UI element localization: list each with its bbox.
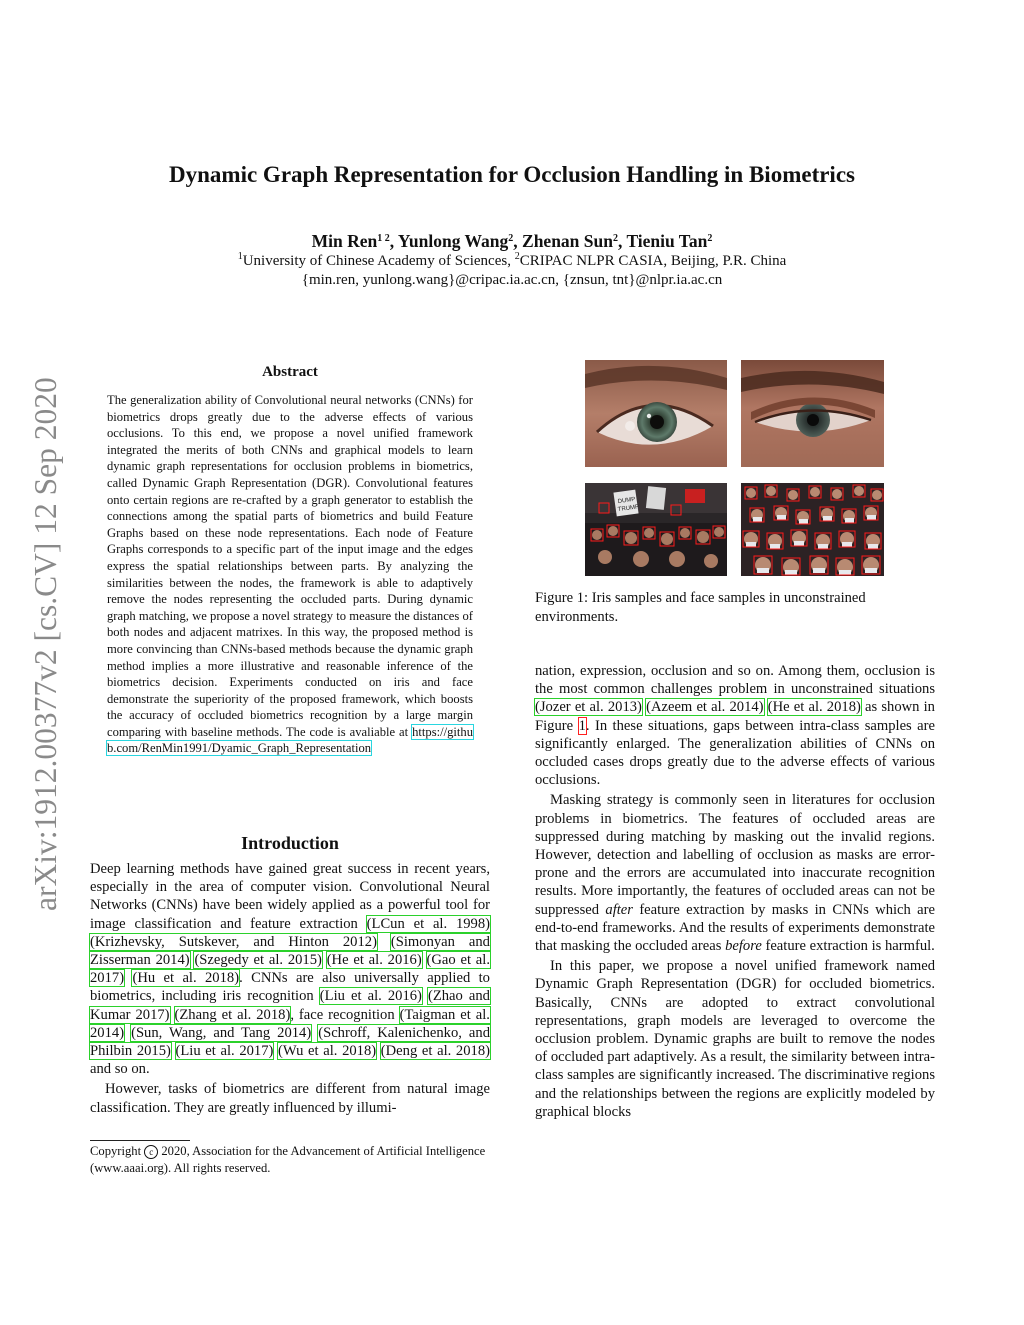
- intro-paragraph-2: However, tasks of biometrics are different from natural image classification. They are greatly influenced by illumi-: [90, 1081, 490, 1116]
- protest-sign-text: DUMP: [617, 496, 636, 506]
- footnote-rule: [90, 1140, 190, 1141]
- affil-mark: 1: [237, 251, 243, 262]
- citation-link[interactable]: (Gao et al. 2017): [90, 952, 490, 987]
- figure-reference-link[interactable]: 1: [578, 717, 586, 734]
- text-run: Deep learning methods have gained great success in recent years, especially in the area of computer vision. Convolutional Neural Networks (CNNs) have been widely applied as a powerful tool for image classification and feature extraction: [90, 861, 490, 932]
- text-run: , face recognition: [290, 1006, 400, 1023]
- affiliation-2: CRIPAC NLPR CASIA, Beijing, P.R. China: [519, 253, 787, 269]
- citation-link[interactable]: (Zhao and Kumar 2017): [90, 988, 490, 1023]
- introduction-heading: Introduction: [241, 833, 339, 853]
- iris-sample-right-image: [741, 360, 884, 467]
- author-name: Zhenan Sun: [522, 231, 613, 251]
- right-paragraph-3: In this paper, we propose a novel unified framework named Dynamic Graph Representation (DGR) for occluded biometrics. Basically, CNNs are adopted to extract convolutional representations, graph models are leveraged to overcome the occlusion problem. Dynamic graphs are built to remove the nodes of occluded part adaptively. As a result, the similarity between intra-class samples are significantly increased. The discriminative regions and the relationships between the regions are explicitly modeled by graphical blocks: [535, 958, 935, 1120]
- citation-link[interactable]: (Szegedy et al. 2015): [194, 952, 322, 969]
- right-paragraph-1: [535, 662, 935, 789]
- text-run: as shown in Figure: [535, 699, 935, 734]
- author-separator: ,: [618, 231, 627, 251]
- protest-sign-text: TRUMP: [617, 504, 640, 514]
- iris-sample-left-image: [585, 360, 727, 467]
- affiliations: [100, 252, 924, 290]
- emphasis-after: after: [605, 901, 633, 918]
- citation-link[interactable]: (Simonyan and Zisserman 2014): [90, 933, 490, 969]
- affiliation-line: [100, 252, 924, 271]
- citation-link[interactable]: (Wu et al. 2018): [278, 1043, 377, 1060]
- author-list: [100, 230, 924, 252]
- arxiv-stamp: arXiv:1912.00377v2 [cs.CV] 12 Sep 2020: [28, 377, 63, 911]
- text-run: Copyright: [90, 1144, 145, 1158]
- author-name: Yunlong Wang: [397, 231, 509, 251]
- figure-1-caption: Figure 1: Iris samples and face samples in unconstrained environments.: [535, 590, 866, 625]
- author-name: Tieniu Tan: [626, 231, 708, 251]
- author-affil-mark: 2: [613, 233, 618, 244]
- abstract-body-text: The generalization ability of Convolutional neural networks (CNNs) for biometrics drops greatly due to the adverse effects of various occlusions. To this end, we propose a novel unified framework integrated the merits of both CNNs and graphical models to learn dynamic graph representations for occlusion problems in biometrics, called Dynamic Graph Representation (DGR). Convolutional features onto certain regions are re-crafted by a graph generator to establish the connections among the spatial parts of biometrics and build Feature Graphs based on these node representations. Each node of Feature Graphs corresponds to a specific part of the input image and the edges express the spatial relationships between parts. By analyzing the similarities between the nodes, the framework is able to adaptively remove the nodes representing the occluded parts. During dynamic graph matching, we propose a novel strategy to measure the distances of both nodes and adjacent matrixes. In this way, the proposed method is more convincing than CNNs-based methods because the dynamic graph method implies a more illustrative and reasonable inference of the biometrics decision. Experiments conducted on iris and face demonstrate the superiority of the proposed framework, which boosts the accuracy of occluded biometrics recognition by a large margin comparing with baseline methods. The code is avaliable at: [107, 393, 473, 739]
- text-run: feature extraction is harmful.: [761, 938, 935, 955]
- text-run: feature extraction by masks in CNNs which are end-to-end frameworks. And the results of experiments demonstrate that masking the occluded areas: [535, 901, 935, 955]
- abstract-text: [107, 392, 473, 757]
- right-paragraph-2: [535, 791, 935, 955]
- citation-link[interactable]: (LCun et al. 1998): [366, 915, 490, 932]
- text-run: . In these situations, gaps between intra-class samples are significantly enlarged. The generalization abilities of CNNs on occluded cases drops greatly due to the adverse effects of various occlusions.: [535, 717, 935, 789]
- abstract-heading: Abstract: [262, 364, 318, 380]
- introduction-body: [90, 860, 490, 1119]
- citation-link[interactable]: (Krizhevsky, Sutskever, and Hinton 2012): [90, 933, 377, 950]
- affiliation-1: University of Chinese Academy of Sciences,: [242, 253, 515, 269]
- code-url-link[interactable]: https://github.com/RenMin1991/Dyamic_Graph_Representation: [107, 724, 473, 756]
- author-separator: ,: [513, 231, 523, 251]
- emphasis-before: before: [725, 938, 762, 955]
- author-name: Min Ren: [311, 231, 378, 251]
- iris-left-drawing: [585, 360, 727, 467]
- right-column-body: [535, 662, 935, 1123]
- iris-right-drawing: [741, 360, 884, 467]
- copyright-footnote: [90, 1143, 490, 1176]
- author-emails: {min.ren, yunlong.wang}@cripac.ia.ac.cn, {znsun, tnt}@nlpr.ia.ac.cn: [301, 272, 723, 288]
- author-affil-mark: 2: [707, 233, 713, 244]
- paper-title: Dynamic Graph Representation for Occlusion Handling in Biometrics: [169, 162, 855, 187]
- citation-link[interactable]: (He et al. 2018): [767, 699, 861, 716]
- face-crowd-masks-image: [741, 483, 884, 576]
- text-run: and so on.: [90, 1061, 150, 1078]
- text-run: . CNNs are also universally applied to biometrics, including iris recognition: [90, 970, 490, 1005]
- copyright-symbol: c: [144, 1145, 158, 1159]
- affil-mark: 2: [514, 251, 520, 262]
- text-run: nation, expression, occlusion and so on. Among them, occlusion is the most common challenges problem in unconstrained situations: [535, 663, 935, 698]
- masked-crowd-drawing: [741, 483, 884, 576]
- citation-link[interactable]: (Jozer et al. 2013): [535, 699, 642, 716]
- citation-link[interactable]: (Hu et al. 2018): [132, 970, 240, 987]
- text-run: Masking strategy is commonly seen in literatures for occlusion problems in biometrics. The features of occluded areas are suppressed during matching by masking out the invalid regions. However, detection and labelling of occlusion as masks are error-prone and the errors are accumulated into inaccurate recognition results. More importantly, the features of occluded areas can not be suppressed: [535, 792, 935, 918]
- face-crowd-protest-image: [585, 483, 727, 576]
- citation-link[interactable]: (Schroff, Kalenichenko, and Philbin 2015): [90, 1024, 490, 1060]
- citation-link[interactable]: (Deng et al. 2018): [380, 1043, 490, 1060]
- citation-link[interactable]: (Azeem et al. 2014): [646, 699, 764, 716]
- author-separator: ,: [389, 231, 398, 251]
- intro-paragraph-1: [90, 860, 490, 1078]
- citation-link[interactable]: (Liu et al. 2016): [319, 988, 422, 1005]
- citation-link[interactable]: (Zhang et al. 2018): [174, 1006, 291, 1023]
- author-affil-mark: 1 2: [377, 233, 390, 244]
- citation-link[interactable]: (He et al. 2016): [326, 952, 422, 969]
- text-run: 2020, Association for the Advancement of Artificial Intelligence (www.aaai.org). All rights reserved.: [90, 1144, 486, 1175]
- citation-link[interactable]: (Liu et al. 2017): [175, 1043, 274, 1060]
- citation-link[interactable]: (Taigman et al. 2014): [90, 1006, 490, 1041]
- author-affil-mark: 2: [508, 233, 514, 244]
- citation-link[interactable]: (Sun, Wang, and Tang 2014): [131, 1024, 312, 1041]
- protest-crowd-drawing: [585, 483, 727, 576]
